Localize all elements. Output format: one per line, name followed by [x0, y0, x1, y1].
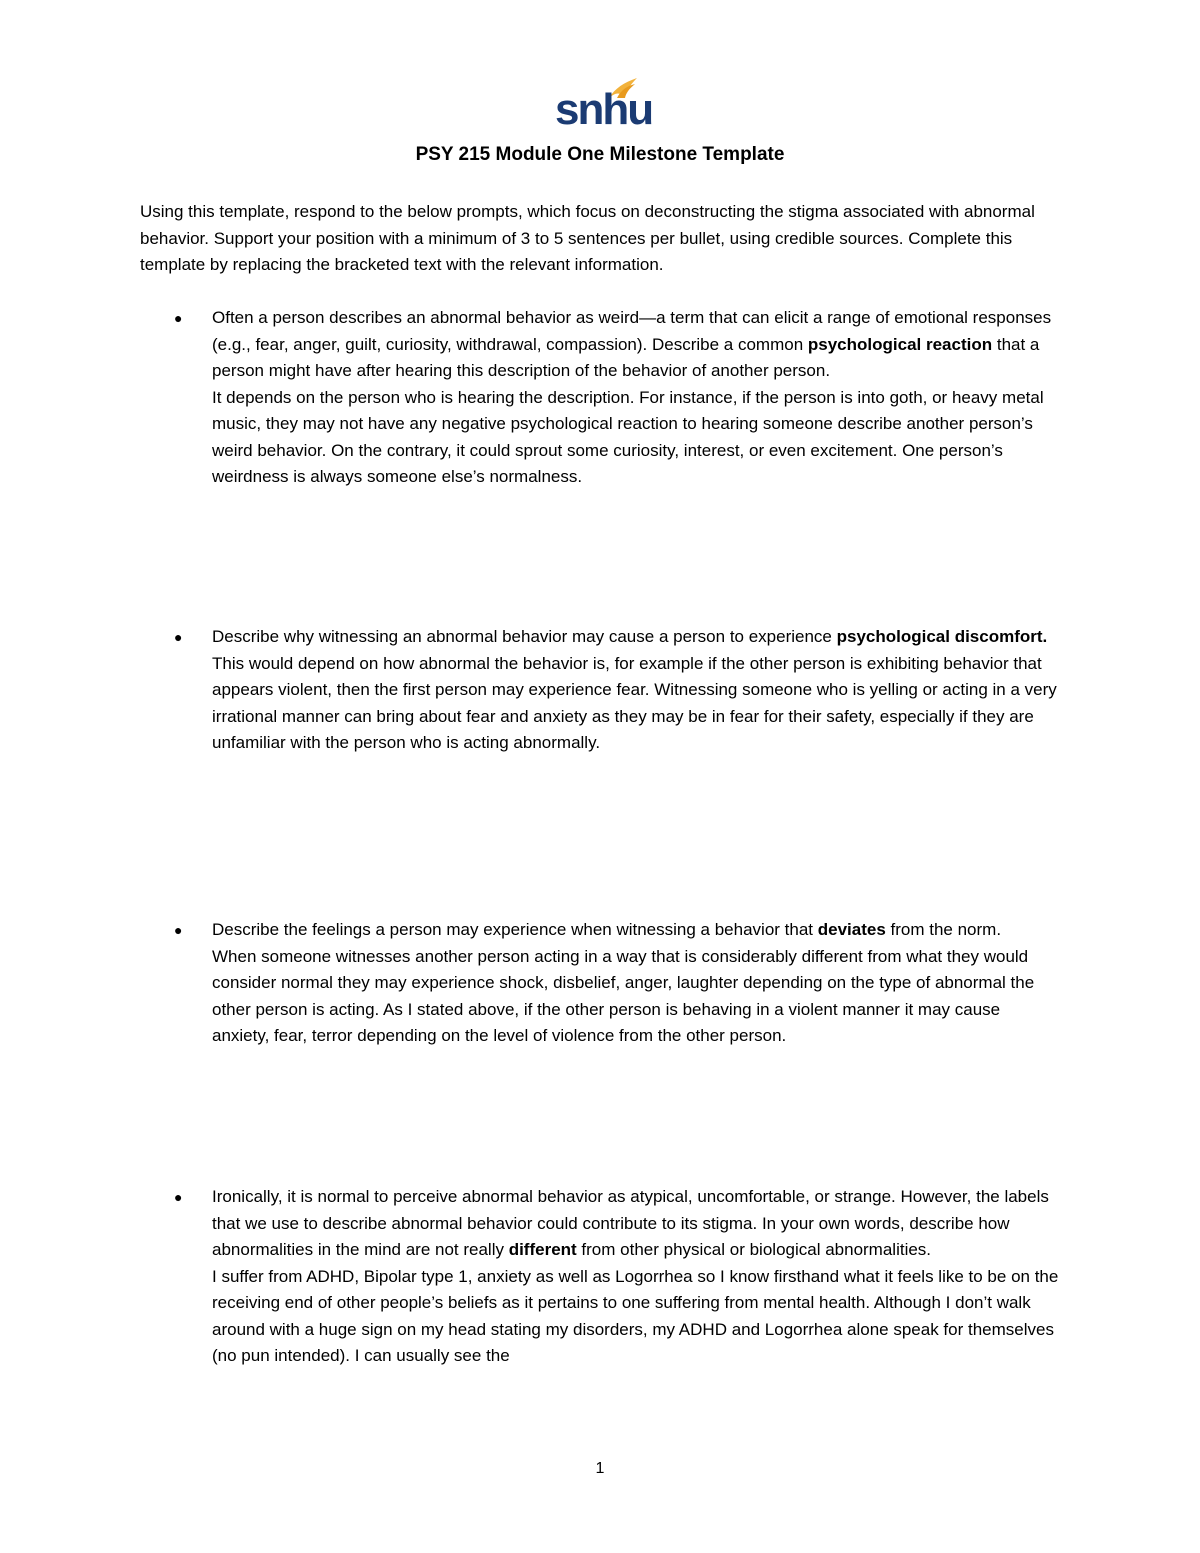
logo-text: snhu [555, 85, 653, 134]
answer-text: This would depend on how abnormal the behavior is, for example if the other person is exhibiting behavior that appears violent, then the first person may experience fear. Witnessing someone who is yelling or acting in a very irrational manner can bring about fear and anxiety as they may be in fear for their safety, especially if they are unfamiliar with the person who is acting abnormally. [212, 653, 1057, 752]
bullet-icon: ● [174, 629, 183, 645]
bullet-icon: ● [174, 310, 183, 326]
bullet-icon: ● [174, 922, 183, 938]
bullet-content [212, 917, 1062, 1050]
answer-text: I suffer from ADHD, Bipolar type 1, anxiety as well as Logorrhea so I know firsthand what it feels like to be on the receiving end of other people’s beliefs as it pertains to one suffering from mental health. Although I don’t walk around with a huge sign on my head stating my disorders, my ADHD and Logorrhea alone speak for themselves (no pun intended). I can usually see the [212, 1266, 1059, 1365]
snhu-logo [555, 76, 653, 134]
prompt-text: Describe the feelings a person may experience when witnessing a behavior that deviates from the norm. [212, 920, 1002, 939]
intro-paragraph: Using this template, respond to the below prompts, which focus on deconstructing the stigma associated with abnormal behavior. Support your position with a minimum of 3 to 5 sentences per bullet, using credible sources. Complete this template by replacing the bracketed text with the relevant information. [140, 202, 1035, 274]
bullet-content [212, 305, 1062, 491]
prompt-text: Often a person describes an abnormal behavior as weird—a term that can elicit a range of emotional responses (e.g., fear, anger, guilt, curiosity, withdrawal, compassion). Describe a common psychological reaction that a person might have after hearing this description of the behavior of another person. [212, 308, 1052, 380]
page-number: 1 [595, 1460, 605, 1477]
answer-text: It depends on the person who is hearing the description. For instance, if the person is into goth, or heavy metal music, they may not have any negative psychological reaction to hearing someone describe another person’s weird behavior. On the contrary, it could sprout some curiosity, interest, or even excitement. One person’s weirdness is always someone else’s normalness. [212, 387, 1044, 486]
page-title: PSY 215 Module One Milestone Template [415, 144, 785, 165]
answer-text: When someone witnesses another person acting in a way that is considerably different from what they would consider normal they may experience shock, disbelief, anger, laughter depending on the type of abnormal the other person is acting. As I stated above, if the other person is behaving in a violent manner it may cause anxiety, fear, terror depending on the level of violence from the other person. [212, 946, 1035, 1045]
prompt-text: Ironically, it is normal to perceive abnormal behavior as atypical, uncomfortable, or strange. However, the labels that we use to describe abnormal behavior could contribute to its stigma. In your own words, describe how abnormalities in the mind are not really different from other physical or biological abnormalities. [212, 1187, 1049, 1259]
bullet-icon: ● [174, 1189, 183, 1205]
bullet-content [212, 624, 1062, 757]
prompt-text: Describe why witnessing an abnormal behavior may cause a person to experience psychological discomfort. [212, 627, 1048, 646]
bullet-content [212, 1184, 1062, 1370]
